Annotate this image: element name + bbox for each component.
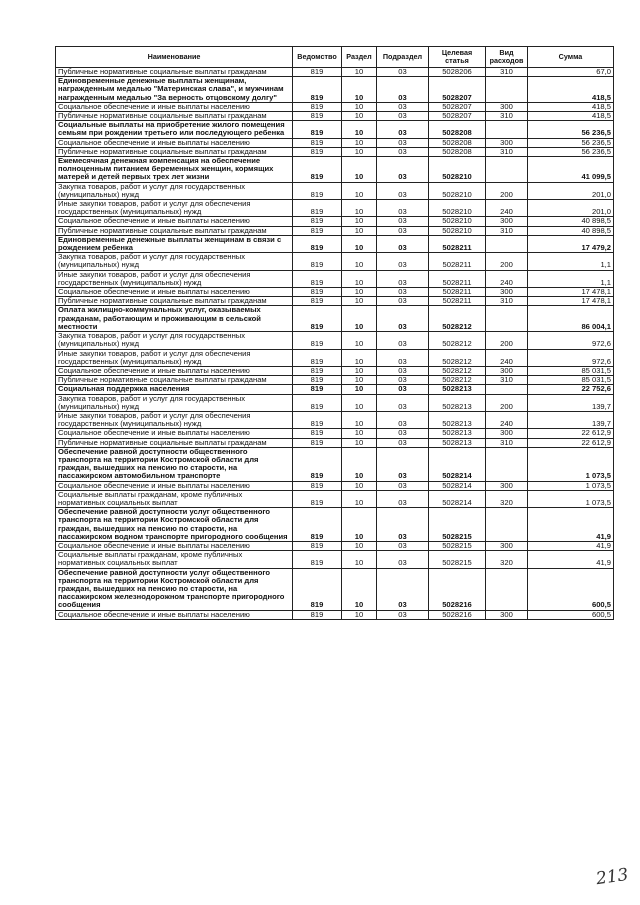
cell-razdel: 10 — [342, 121, 377, 138]
cell-cel: 5028210 — [429, 182, 486, 199]
cell-podrazdel: 03 — [377, 349, 429, 366]
cell-razdel: 10 — [342, 411, 377, 428]
cell-ved: 819 — [293, 200, 342, 217]
cell-cel: 5028214 — [429, 490, 486, 507]
table-row — [56, 288, 614, 297]
cell-podrazdel: 03 — [377, 610, 429, 619]
cell-vid: 200 — [486, 332, 528, 349]
table-row — [56, 429, 614, 438]
header-ved: Ведомство — [293, 47, 342, 68]
cell-name: Публичные нормативные социальные выплаты гражданам — [56, 297, 293, 306]
cell-cel: 5028206 — [429, 68, 486, 77]
table-row — [56, 541, 614, 550]
table-row — [56, 568, 614, 610]
cell-sum: 600,5 — [528, 568, 614, 610]
table-row — [56, 376, 614, 385]
cell-vid: 300 — [486, 217, 528, 226]
cell-ved: 819 — [293, 138, 342, 147]
cell-podrazdel: 03 — [377, 376, 429, 385]
cell-podrazdel: 03 — [377, 541, 429, 550]
cell-cel: 5028212 — [429, 332, 486, 349]
cell-ved: 819 — [293, 121, 342, 138]
cell-razdel: 10 — [342, 182, 377, 199]
cell-razdel: 10 — [342, 77, 377, 103]
cell-name: Социальное обеспечение и иные выплаты населению — [56, 429, 293, 438]
cell-razdel: 10 — [342, 490, 377, 507]
cell-vid: 240 — [486, 349, 528, 366]
cell-name: Публичные нормативные социальные выплаты гражданам — [56, 376, 293, 385]
cell-cel: 5028214 — [429, 447, 486, 481]
cell-podrazdel: 03 — [377, 551, 429, 568]
cell-cel: 5028213 — [429, 429, 486, 438]
cell-sum: 201,0 — [528, 182, 614, 199]
cell-name: Социальные выплаты гражданам, кроме публичных нормативных социальных выплат — [56, 490, 293, 507]
cell-cel: 5028210 — [429, 200, 486, 217]
cell-ved: 819 — [293, 68, 342, 77]
cell-sum: 41 099,5 — [528, 157, 614, 183]
cell-cel: 5028215 — [429, 551, 486, 568]
cell-vid: 240 — [486, 270, 528, 287]
cell-cel: 5028210 — [429, 217, 486, 226]
table-row — [56, 112, 614, 121]
cell-cel: 5028207 — [429, 77, 486, 103]
cell-sum: 56 236,5 — [528, 121, 614, 138]
cell-podrazdel: 03 — [377, 568, 429, 610]
table-row — [56, 270, 614, 287]
cell-vid: 300 — [486, 610, 528, 619]
cell-sum: 22 612,9 — [528, 438, 614, 447]
cell-name: Социальное обеспечение и иные выплаты населению — [56, 366, 293, 375]
cell-sum: 86 004,1 — [528, 306, 614, 332]
cell-name: Социальное обеспечение и иные выплаты населению — [56, 217, 293, 226]
cell-name: Публичные нормативные социальные выплаты гражданам — [56, 68, 293, 77]
cell-cel: 5028207 — [429, 102, 486, 111]
cell-podrazdel: 03 — [377, 411, 429, 428]
table-row — [56, 411, 614, 428]
cell-vid: 300 — [486, 541, 528, 550]
cell-ved: 819 — [293, 235, 342, 252]
cell-ved: 819 — [293, 366, 342, 375]
cell-ved: 819 — [293, 270, 342, 287]
cell-razdel: 10 — [342, 332, 377, 349]
header-summa: Сумма — [528, 47, 614, 68]
cell-name: Обеспечение равной доступности услуг общественного транспорта на территории Костромской области для граждан, вышедших на пенсию по старости, на пассажирском водном транспорте пригородного сообщения — [56, 508, 293, 542]
cell-name: Закупка товаров, работ и услуг для государственных (муниципальных) нужд — [56, 332, 293, 349]
table-row — [56, 394, 614, 411]
cell-vid — [486, 157, 528, 183]
cell-name: Публичные нормативные социальные выплаты гражданам — [56, 147, 293, 156]
cell-ved: 819 — [293, 411, 342, 428]
cell-cel: 5028212 — [429, 306, 486, 332]
table-row — [56, 182, 614, 199]
cell-ved: 819 — [293, 182, 342, 199]
cell-razdel: 10 — [342, 270, 377, 287]
cell-razdel: 10 — [342, 349, 377, 366]
cell-podrazdel: 03 — [377, 332, 429, 349]
cell-razdel: 10 — [342, 385, 377, 394]
cell-ved: 819 — [293, 349, 342, 366]
cell-razdel: 10 — [342, 541, 377, 550]
budget-table — [55, 46, 614, 620]
cell-sum: 85 031,5 — [528, 366, 614, 375]
table-row — [56, 226, 614, 235]
cell-vid: 300 — [486, 138, 528, 147]
cell-name: Ежемесячная денежная компенсация на обеспечение полноценным питанием беременных женщин, кормящих матерей и детей первых трех лет жизни — [56, 157, 293, 183]
cell-podrazdel: 03 — [377, 217, 429, 226]
cell-vid: 310 — [486, 112, 528, 121]
cell-sum: 139,7 — [528, 411, 614, 428]
cell-razdel: 10 — [342, 376, 377, 385]
cell-cel: 5028215 — [429, 508, 486, 542]
cell-razdel: 10 — [342, 366, 377, 375]
cell-razdel: 10 — [342, 297, 377, 306]
table-row — [56, 77, 614, 103]
cell-ved: 819 — [293, 376, 342, 385]
cell-sum: 56 236,5 — [528, 147, 614, 156]
cell-cel: 5028208 — [429, 147, 486, 156]
cell-vid: 240 — [486, 200, 528, 217]
cell-ved: 819 — [293, 147, 342, 156]
table-row — [56, 508, 614, 542]
cell-cel: 5028213 — [429, 411, 486, 428]
cell-name: Закупка товаров, работ и услуг для государственных (муниципальных) нужд — [56, 182, 293, 199]
cell-name: Публичные нормативные социальные выплаты гражданам — [56, 112, 293, 121]
cell-ved: 819 — [293, 288, 342, 297]
table-row — [56, 438, 614, 447]
cell-cel: 5028211 — [429, 288, 486, 297]
table-row — [56, 349, 614, 366]
cell-name: Иные закупки товаров, работ и услуг для обеспечения государственных (муниципальных) нужд — [56, 411, 293, 428]
table-header-row — [56, 47, 614, 68]
cell-cel: 5028212 — [429, 349, 486, 366]
cell-ved: 819 — [293, 385, 342, 394]
table-row — [56, 138, 614, 147]
cell-vid: 240 — [486, 411, 528, 428]
cell-sum: 41,9 — [528, 508, 614, 542]
header-vid: Вид расходов — [486, 47, 528, 68]
cell-sum: 22 752,6 — [528, 385, 614, 394]
cell-ved: 819 — [293, 541, 342, 550]
cell-sum: 972,6 — [528, 349, 614, 366]
cell-cel: 5028208 — [429, 121, 486, 138]
cell-sum: 972,6 — [528, 332, 614, 349]
cell-podrazdel: 03 — [377, 112, 429, 121]
cell-razdel: 10 — [342, 288, 377, 297]
cell-name: Публичные нормативные социальные выплаты гражданам — [56, 438, 293, 447]
cell-vid: 310 — [486, 68, 528, 77]
cell-podrazdel: 03 — [377, 68, 429, 77]
cell-sum: 56 236,5 — [528, 138, 614, 147]
cell-razdel: 10 — [342, 200, 377, 217]
cell-ved: 819 — [293, 112, 342, 121]
cell-podrazdel: 03 — [377, 481, 429, 490]
cell-name: Обеспечение равной доступности услуг общественного транспорта на территории Костромской области для граждан, вышедших на пенсию по старости, на пассажирском железнодорожном транспорте пригородного сообщения — [56, 568, 293, 610]
cell-cel: 5028212 — [429, 366, 486, 375]
cell-cel: 5028208 — [429, 138, 486, 147]
cell-vid: 310 — [486, 438, 528, 447]
cell-ved: 819 — [293, 447, 342, 481]
cell-razdel: 10 — [342, 481, 377, 490]
cell-sum: 600,5 — [528, 610, 614, 619]
cell-ved: 819 — [293, 77, 342, 103]
cell-name: Закупка товаров, работ и услуг для государственных (муниципальных) нужд — [56, 394, 293, 411]
cell-name: Обеспечение равной доступности общественного транспорта на территории Костромской области для граждан, вышедших на пенсию по старости, на пассажирском автомобильном транспорте — [56, 447, 293, 481]
cell-sum: 418,5 — [528, 112, 614, 121]
cell-ved: 819 — [293, 217, 342, 226]
cell-name: Иные закупки товаров, работ и услуг для обеспечения государственных (муниципальных) нужд — [56, 200, 293, 217]
cell-name: Социальное обеспечение и иные выплаты населению — [56, 102, 293, 111]
cell-podrazdel: 03 — [377, 226, 429, 235]
cell-sum: 17 479,2 — [528, 235, 614, 252]
cell-name: Социальные выплаты гражданам, кроме публичных нормативных социальных выплат — [56, 551, 293, 568]
cell-cel: 5028213 — [429, 438, 486, 447]
budget-sheet — [55, 46, 613, 620]
cell-podrazdel: 03 — [377, 270, 429, 287]
cell-ved: 819 — [293, 551, 342, 568]
header-podrazdel: Подраздел — [377, 47, 429, 68]
cell-ved: 819 — [293, 253, 342, 270]
cell-podrazdel: 03 — [377, 490, 429, 507]
cell-vid: 300 — [486, 366, 528, 375]
cell-sum: 418,5 — [528, 102, 614, 111]
cell-name: Социальное обеспечение и иные выплаты населению — [56, 610, 293, 619]
cell-vid — [486, 235, 528, 252]
cell-vid: 310 — [486, 297, 528, 306]
cell-name: Социальное обеспечение и иные выплаты населению — [56, 288, 293, 297]
table-row — [56, 551, 614, 568]
cell-name: Социальная поддержка населения — [56, 385, 293, 394]
cell-vid: 200 — [486, 253, 528, 270]
cell-vid: 310 — [486, 226, 528, 235]
cell-vid: 200 — [486, 394, 528, 411]
cell-vid — [486, 77, 528, 103]
cell-name: Социальное обеспечение и иные выплаты населению — [56, 541, 293, 550]
cell-vid: 300 — [486, 102, 528, 111]
cell-sum: 67,0 — [528, 68, 614, 77]
cell-podrazdel: 03 — [377, 253, 429, 270]
cell-ved: 819 — [293, 157, 342, 183]
cell-sum: 40 898,5 — [528, 217, 614, 226]
cell-razdel: 10 — [342, 138, 377, 147]
cell-vid — [486, 568, 528, 610]
cell-name: Оплата жилищно-коммунальных услуг, оказываемых гражданам, работающим и проживающим в сельской местности — [56, 306, 293, 332]
cell-sum: 418,5 — [528, 77, 614, 103]
cell-podrazdel: 03 — [377, 288, 429, 297]
cell-podrazdel: 03 — [377, 147, 429, 156]
cell-ved: 819 — [293, 568, 342, 610]
cell-vid: 320 — [486, 551, 528, 568]
cell-sum: 1 073,5 — [528, 447, 614, 481]
cell-razdel: 10 — [342, 102, 377, 111]
table-row — [56, 217, 614, 226]
cell-name: Закупка товаров, работ и услуг для государственных (муниципальных) нужд — [56, 253, 293, 270]
cell-sum: 1 073,5 — [528, 490, 614, 507]
cell-podrazdel: 03 — [377, 77, 429, 103]
table-row — [56, 200, 614, 217]
table-body — [56, 68, 614, 620]
cell-sum: 17 478,1 — [528, 288, 614, 297]
cell-cel: 5028213 — [429, 394, 486, 411]
table-row — [56, 366, 614, 375]
cell-sum: 1,1 — [528, 253, 614, 270]
cell-razdel: 10 — [342, 235, 377, 252]
cell-razdel: 10 — [342, 112, 377, 121]
cell-podrazdel: 03 — [377, 121, 429, 138]
cell-podrazdel: 03 — [377, 438, 429, 447]
table-row — [56, 297, 614, 306]
cell-name: Социальное обеспечение и иные выплаты населению — [56, 138, 293, 147]
cell-podrazdel: 03 — [377, 366, 429, 375]
cell-ved: 819 — [293, 490, 342, 507]
page-number: 213 — [594, 864, 630, 890]
cell-name: Иные закупки товаров, работ и услуг для обеспечения государственных (муниципальных) нужд — [56, 270, 293, 287]
cell-razdel: 10 — [342, 68, 377, 77]
table-row — [56, 253, 614, 270]
cell-vid — [486, 385, 528, 394]
cell-sum: 40 898,5 — [528, 226, 614, 235]
cell-cel: 5028211 — [429, 253, 486, 270]
cell-razdel: 10 — [342, 394, 377, 411]
cell-podrazdel: 03 — [377, 182, 429, 199]
table-row — [56, 385, 614, 394]
cell-podrazdel: 03 — [377, 157, 429, 183]
cell-podrazdel: 03 — [377, 385, 429, 394]
cell-sum: 85 031,5 — [528, 376, 614, 385]
cell-razdel: 10 — [342, 429, 377, 438]
cell-sum: 17 478,1 — [528, 297, 614, 306]
cell-podrazdel: 03 — [377, 306, 429, 332]
cell-vid — [486, 306, 528, 332]
cell-ved: 819 — [293, 394, 342, 411]
cell-cel: 5028212 — [429, 376, 486, 385]
cell-podrazdel: 03 — [377, 394, 429, 411]
header-cel: Целевая статья — [429, 47, 486, 68]
table-row — [56, 147, 614, 156]
table-row — [56, 332, 614, 349]
table-row — [56, 610, 614, 619]
cell-razdel: 10 — [342, 147, 377, 156]
cell-vid: 300 — [486, 481, 528, 490]
cell-name: Социальные выплаты на приобретение жилого помещения семьям при рождении третьего или последующего ребенка — [56, 121, 293, 138]
cell-podrazdel: 03 — [377, 297, 429, 306]
cell-podrazdel: 03 — [377, 429, 429, 438]
header-name: Наименование — [56, 47, 293, 68]
cell-vid — [486, 508, 528, 542]
cell-podrazdel: 03 — [377, 235, 429, 252]
cell-cel: 5028210 — [429, 157, 486, 183]
cell-sum: 201,0 — [528, 200, 614, 217]
cell-ved: 819 — [293, 226, 342, 235]
cell-razdel: 10 — [342, 217, 377, 226]
cell-ved: 819 — [293, 438, 342, 447]
cell-podrazdel: 03 — [377, 102, 429, 111]
cell-podrazdel: 03 — [377, 508, 429, 542]
cell-vid — [486, 447, 528, 481]
cell-cel: 5028211 — [429, 270, 486, 287]
cell-razdel: 10 — [342, 253, 377, 270]
cell-podrazdel: 03 — [377, 138, 429, 147]
cell-razdel: 10 — [342, 508, 377, 542]
cell-razdel: 10 — [342, 610, 377, 619]
cell-razdel: 10 — [342, 226, 377, 235]
cell-sum: 41,9 — [528, 541, 614, 550]
cell-razdel: 10 — [342, 306, 377, 332]
table-row — [56, 235, 614, 252]
header-razdel: Раздел — [342, 47, 377, 68]
cell-name: Социальное обеспечение и иные выплаты населению — [56, 481, 293, 490]
table-row — [56, 68, 614, 77]
table-row — [56, 306, 614, 332]
cell-cel: 5028216 — [429, 568, 486, 610]
cell-ved: 819 — [293, 306, 342, 332]
cell-cel: 5028216 — [429, 610, 486, 619]
cell-sum: 1 073,5 — [528, 481, 614, 490]
cell-sum: 22 612,9 — [528, 429, 614, 438]
cell-razdel: 10 — [342, 157, 377, 183]
cell-cel: 5028215 — [429, 541, 486, 550]
cell-cel: 5028211 — [429, 297, 486, 306]
table-row — [56, 481, 614, 490]
table-row — [56, 102, 614, 111]
cell-vid: 310 — [486, 147, 528, 156]
cell-cel: 5028211 — [429, 235, 486, 252]
cell-vid: 300 — [486, 429, 528, 438]
cell-podrazdel: 03 — [377, 200, 429, 217]
cell-name: Иные закупки товаров, работ и услуг для обеспечения государственных (муниципальных) нужд — [56, 349, 293, 366]
cell-sum: 41,9 — [528, 551, 614, 568]
cell-name: Публичные нормативные социальные выплаты гражданам — [56, 226, 293, 235]
cell-name: Единовременные денежные выплаты женщинам, награжденным медалью "Материнская слава", и мужчинам награжденным медалью "За верность отцовскому долгу" — [56, 77, 293, 103]
cell-ved: 819 — [293, 481, 342, 490]
cell-cel: 5028207 — [429, 112, 486, 121]
cell-ved: 819 — [293, 102, 342, 111]
cell-sum: 1,1 — [528, 270, 614, 287]
cell-ved: 819 — [293, 508, 342, 542]
cell-ved: 819 — [293, 332, 342, 349]
cell-vid: 320 — [486, 490, 528, 507]
cell-ved: 819 — [293, 429, 342, 438]
table-row — [56, 121, 614, 138]
cell-vid: 200 — [486, 182, 528, 199]
cell-cel: 5028213 — [429, 385, 486, 394]
cell-ved: 819 — [293, 610, 342, 619]
cell-name: Единовременные денежные выплаты женщинам в связи с рождением ребенка — [56, 235, 293, 252]
cell-cel: 5028210 — [429, 226, 486, 235]
table-row — [56, 447, 614, 481]
cell-vid: 300 — [486, 288, 528, 297]
cell-razdel: 10 — [342, 551, 377, 568]
table-row — [56, 157, 614, 183]
table-row — [56, 490, 614, 507]
cell-cel: 5028214 — [429, 481, 486, 490]
cell-podrazdel: 03 — [377, 447, 429, 481]
cell-razdel: 10 — [342, 447, 377, 481]
cell-razdel: 10 — [342, 568, 377, 610]
cell-vid: 310 — [486, 376, 528, 385]
cell-vid — [486, 121, 528, 138]
cell-ved: 819 — [293, 297, 342, 306]
cell-sum: 139,7 — [528, 394, 614, 411]
cell-razdel: 10 — [342, 438, 377, 447]
